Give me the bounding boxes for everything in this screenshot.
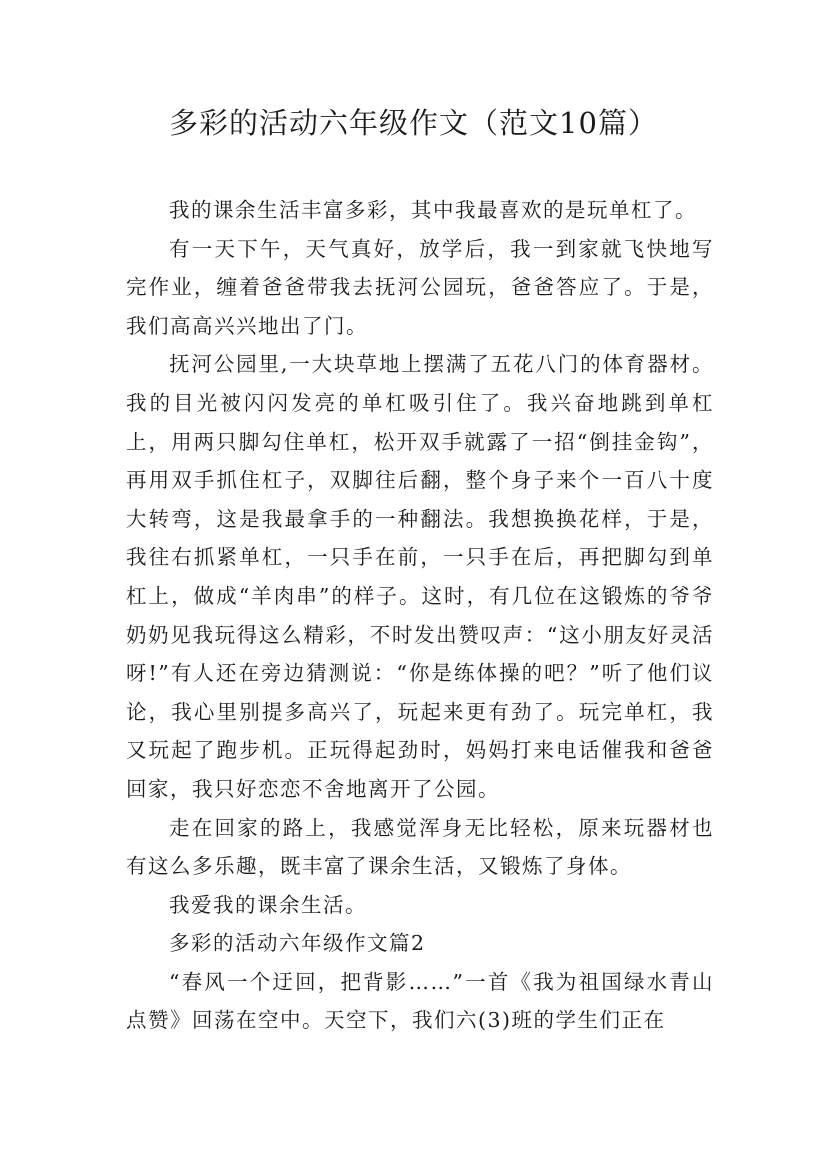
paragraph: 抚河公园里,一大块草地上摆满了五花八门的体育器材。我的目光被闪闪发亮的单杠吸引住了。我兴奋地跳到单杠上，用两只脚勾住单杠，松开双手就露了一招“倒挂金钩”，再用双手抓住杠子，双脚往后翻，整个身子来个一百八十度大转弯，这是我最拿手的一种翻法。我想换换花样，于是，我往右抓紧单杠，一只手在前，一只手在后，再把脚勾到单杠上，做成“羊肉串”的样子。这时，有几位在这锻炼的爷爷奶奶见我玩得这么精彩，不时发出赞叹声：“这小朋友好灵活呀!”有人还在旁边猜测说：“你是练体操的吧？”听了他们议论，我心里别提多高兴了，玩起来更有劲了。玩完单杠，我又玩起了跑步机。正玩得起劲时，妈妈打来电话催我和爸爸回家，我只好恋恋不舍地离开了公园。 bbox=[126, 352, 714, 801]
paragraph: “春风一个迂回，把背影……”一首《我为祖国绿水青山点赞》回荡在空中。天空下，我们六(3)班的学生们正在 bbox=[126, 969, 714, 1033]
document-title: 多彩的活动六年级作文（范文10篇） bbox=[169, 106, 658, 140]
section-heading: 多彩的活动六年级作文篇2 bbox=[169, 931, 426, 956]
paragraph: 我的课余生活丰富多彩，其中我最喜欢的是玩单杠了。 bbox=[169, 198, 697, 222]
paragraph: 有一天下午，天气真好，放学后，我一到家就飞快地写完作业，缠着爸爸带我去抚河公园玩，爸爸答应了。于是，我们高高兴兴地出了门。 bbox=[126, 236, 714, 338]
paragraph: 走在回家的路上，我感觉浑身无比轻松，原来玩器材也有这么多乐趣，既丰富了课余生活，又锻炼了身体。 bbox=[126, 815, 714, 879]
document-body bbox=[126, 191, 714, 1040]
paragraph: 我爱我的课余生活。 bbox=[169, 892, 367, 917]
